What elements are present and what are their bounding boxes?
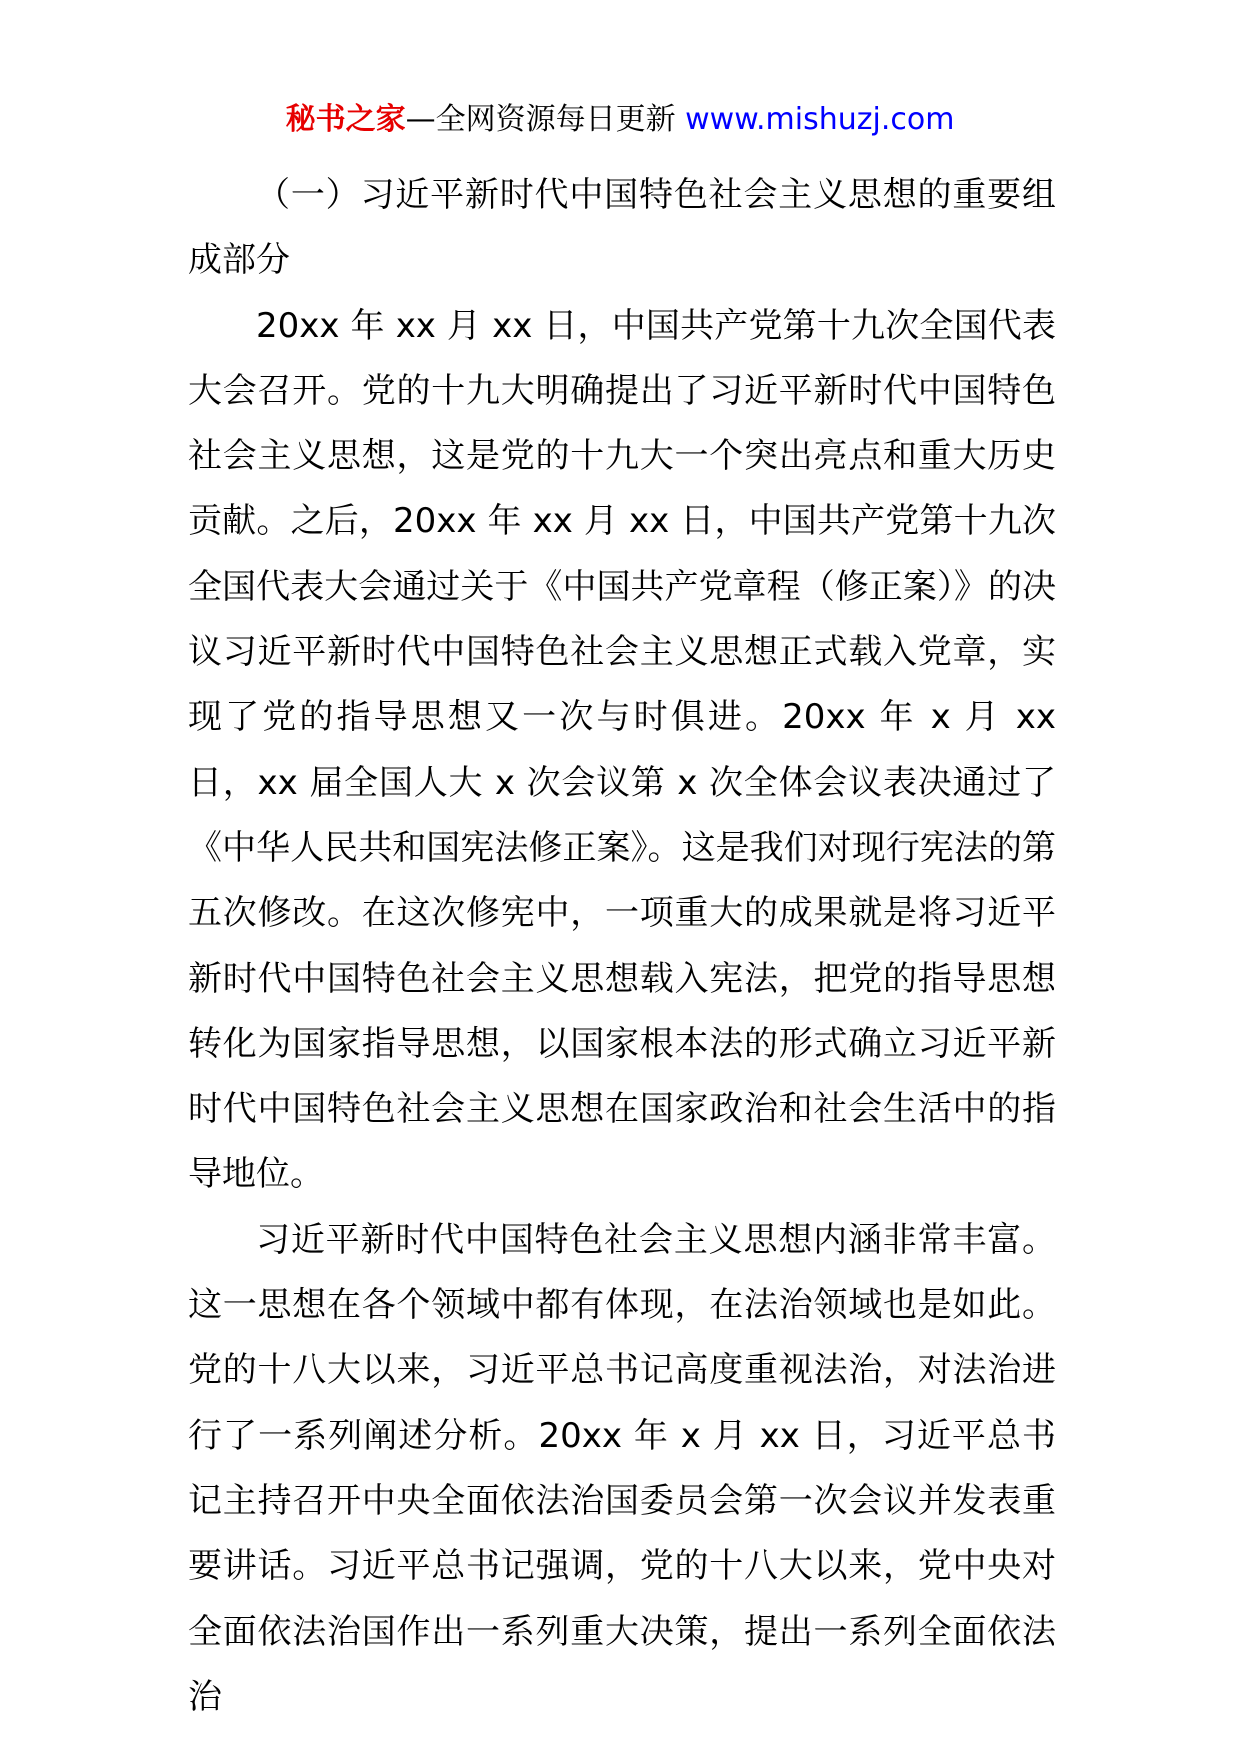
document-body [188, 163, 1056, 1730]
paragraph-1: 20xx 年 xx 月 xx 日，中国共产党第十九次全国代表大会召开。党的十九大明确提出了习近平新时代中国特色社会主义思想，这是党的十九大一个突出亮点和重大历史贡献。之后，20xx 年 xx 月 xx 日，中国共产党第十九次全国代表大会通过关于《中国共产党章程（修正案）》的决议习近平新时代中国特色社会主义思想正式载入党章，实现了党的指导思想又一次与时俱进。20xx 年 x 月 xx 日，xx 届全国人大 x 次会议第 x 次全体会议表决通过了《中华人民共和国宪法修正案》。这是我们对现行宪法的第五次修改。在这次修宪中，一项重大的成果就是将习近平新时代中国特色社会主义思想载入宪法，把党的指导思想转化为国家指导思想，以国家根本法的形式确立习近平新时代中国特色社会主义思想在国家政治和社会生活中的指导地位。 [188, 305, 1056, 1195]
site-header [0, 100, 1240, 140]
site-url-link[interactable]: www.mishuzj.com [685, 102, 955, 137]
brand-name: 秘书之家 [285, 102, 406, 137]
paragraph-2: 习近平新时代中国特色社会主义思想内涵非常丰富。这一思想在各个领域中都有体现，在法治领域也是如此。党的十八大以来，习近平总书记高度重视法治，对法治进行了一系列阐述分析。20xx 年 x 月 xx 日，习近平总书记主持召开中央全面依法治国委员会第一次会议并发表重要讲话。习近平总书记强调，党的十八大以来，党中央对全面依法治国作出一系列重大决策，提出一系列全面依法治 [188, 1219, 1056, 1717]
header-tagline: —全网资源每日更新 [405, 102, 686, 137]
section-heading: （一）习近平新时代中国特色社会主义思想的重要组成部分 [188, 175, 1056, 281]
